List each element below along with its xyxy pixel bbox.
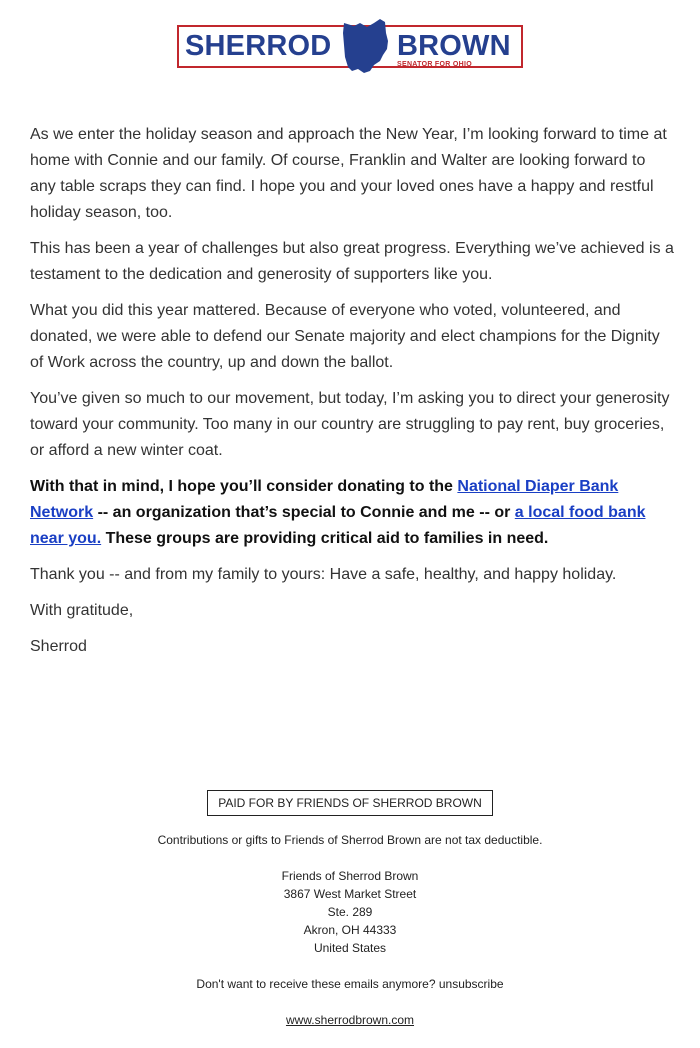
address-street: 3867 West Market Street — [283, 887, 417, 901]
paragraph-mattered: What you did this year mattered. Because of everyone who voted, volunteered, and donated, we were able to defend our Senate majority and elect champions for the Dignity of Work across the country, up and down the ballot. — [30, 302, 660, 371]
website-link[interactable]: www.sherrodbrown.com — [285, 1013, 415, 1027]
signature: Sherrod — [30, 638, 87, 655]
local-food-bank-link[interactable]: a local food bank near you. — [30, 504, 646, 547]
paragraph-donate-ask — [30, 474, 675, 552]
logo-text-sherrod: SHERROD — [185, 30, 332, 62]
closing-line: With gratitude, — [30, 602, 134, 619]
paragraph-thanks: Thank you -- and from my family to yours: Have a safe, healthy, and happy holiday. — [30, 566, 617, 583]
address-suite: Ste. 289 — [327, 905, 373, 919]
donate-ask-text-3: These groups are providing critical aid to families in need. — [101, 530, 549, 547]
logo-text-brown: BROWN — [397, 30, 511, 62]
tax-disclaimer: Contributions or gifts to Friends of Sherrod Brown are not tax deductible. — [157, 833, 543, 847]
mailing-address — [0, 867, 700, 957]
ohio-state-icon — [340, 17, 392, 75]
unsubscribe-prompt: Don't want to receive these emails anymore? — [196, 977, 436, 991]
unsubscribe-line — [0, 975, 700, 993]
sherrod-brown-logo[interactable] — [177, 17, 523, 69]
address-country: United States — [313, 941, 387, 955]
unsubscribe-link[interactable]: unsubscribe — [438, 977, 504, 991]
paragraph-year-review: This has been a year of challenges but also great progress. Everything we’ve achieved is a testament to the dedication and generosity of supporters like you. — [30, 240, 674, 283]
email-body — [30, 122, 675, 670]
paragraph-holiday: As we enter the holiday season and approach the New Year, I’m looking forward to time at home with Connie and our family. Of course, Franklin and Walter are looking forward to any table scraps they can find. I hope you and your loved ones have a happy and restful holiday season, too. — [30, 126, 667, 221]
logo-subtitle: SENATOR FOR OHIO — [397, 61, 472, 68]
paragraph-community: You’ve given so much to our movement, but today, I’m asking you to direct your generosity toward your community. Too many in our country are struggling to pay rent, buy groceries, or afford a new winter coat. — [30, 390, 670, 459]
email-footer — [0, 790, 700, 1029]
national-diaper-bank-link[interactable]: National Diaper Bank Network — [30, 478, 619, 521]
address-name: Friends of Sherrod Brown — [281, 869, 419, 883]
paid-for-disclaimer: PAID FOR BY FRIENDS OF SHERROD BROWN — [207, 790, 493, 816]
donate-ask-text-2: -- an organization that’s special to Connie and me -- or — [93, 504, 515, 521]
address-city: Akron, OH 44333 — [303, 923, 397, 937]
donate-ask-text-1: With that in mind, I hope you’ll consider donating to the — [30, 478, 458, 495]
website-line — [0, 1011, 700, 1029]
